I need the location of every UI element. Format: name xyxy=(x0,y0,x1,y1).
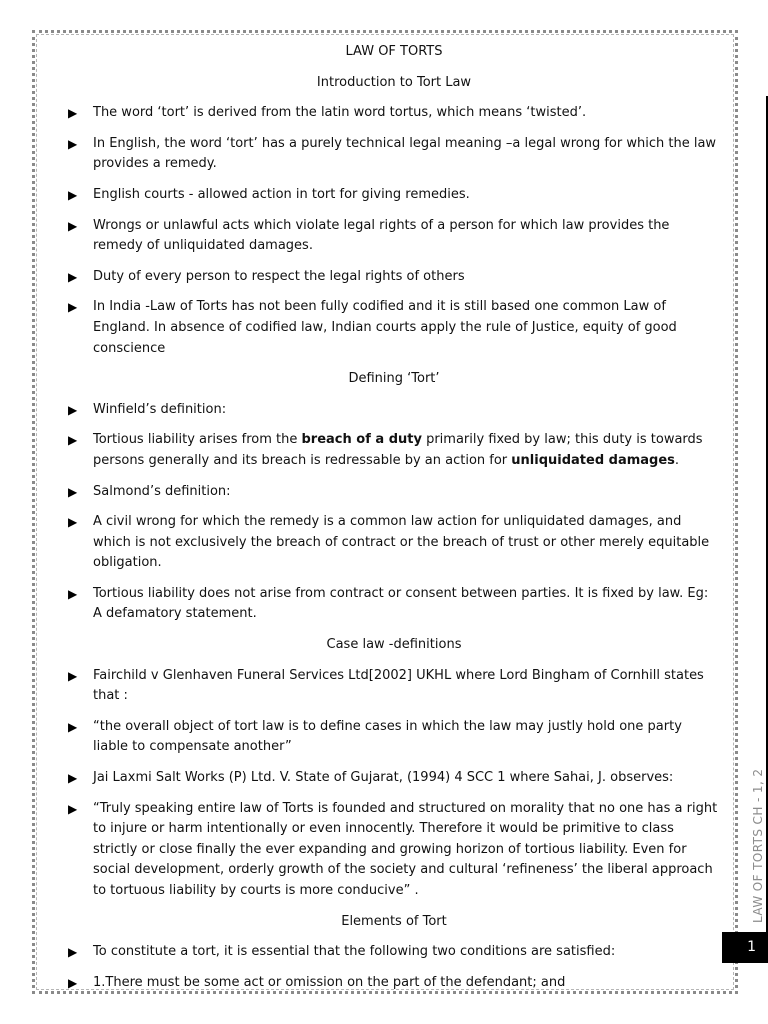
triangle-right-icon: ▶ xyxy=(68,945,78,960)
bullet-text: “the overall object of tort law is to define cases in which the law may justly hold one party liable to compensate another” xyxy=(93,718,682,755)
triangle-right-icon: ▶ xyxy=(68,668,78,683)
triangle-right-icon: ▶ xyxy=(68,771,78,786)
bullet-text: The word ‘tort’ is derived from the latin word tortus, which means ‘twisted’. xyxy=(93,105,587,121)
bullet-item xyxy=(68,103,720,124)
bullet-text: Jai Laxmi Salt Works (P) Ltd. V. State of Gujarat, (1994) 4 SCC 1 where Sahai, J. observes: xyxy=(93,770,674,786)
bullet-text xyxy=(93,430,720,471)
bullet-item xyxy=(68,973,720,994)
bullet-text: “Truly speaking entire law of Torts is founded and structured on morality that no one has a right to injure or harm intentionally or even innocently. Therefore it would be primitive to class strictly or close finally the ever expanding and growing horizon of tortious liability. Even for social development, orderly growth of the society and cultural ‘refineness’ the liberal approach to tortuous liability by courts is more conducive” . xyxy=(93,800,718,898)
bullet-text: Wrongs or unlawful acts which violate legal rights of a person for which law provides the remedy of unliquidated damages. xyxy=(93,217,670,254)
running-header-label: LAW OF TORTS CH - 1, 2 xyxy=(751,768,765,923)
document-sections xyxy=(68,73,720,994)
bullet-item xyxy=(68,717,720,758)
section-heading: Introduction to Tort Law xyxy=(316,74,472,90)
triangle-right-icon: ▶ xyxy=(68,484,78,499)
bullet-item xyxy=(68,666,720,707)
triangle-right-icon: ▶ xyxy=(68,269,78,284)
page-number-badge: 1 xyxy=(722,932,768,963)
triangle-right-icon: ▶ xyxy=(68,187,78,202)
triangle-right-icon: ▶ xyxy=(68,300,78,315)
document-body xyxy=(68,40,720,1003)
bold-term: breach of a duty xyxy=(301,432,422,448)
triangle-right-icon: ▶ xyxy=(68,515,78,530)
triangle-right-icon: ▶ xyxy=(68,106,78,121)
text-run: Tortious liability arises from the xyxy=(93,432,302,448)
bullet-item xyxy=(68,430,720,471)
bullet-item xyxy=(68,400,720,421)
bullet-item xyxy=(68,768,720,789)
text-run: . xyxy=(674,452,680,468)
triangle-right-icon: ▶ xyxy=(68,218,78,233)
bullet-text: To constitute a tort, it is essential that the following two conditions are satisfied: xyxy=(93,944,616,960)
bullet-text: In India -Law of Torts has not been fully codified and it is still based one common Law of England. In absence of codified law, Indian courts apply the rule of Justice, equity of good conscience xyxy=(93,299,677,356)
triangle-right-icon: ▶ xyxy=(68,136,78,151)
section-heading: Case law -definitions xyxy=(326,637,462,653)
bullet-item xyxy=(68,584,720,625)
bullet-item xyxy=(68,512,720,574)
bullet-text: Salmond’s definition: xyxy=(93,483,231,499)
triangle-right-icon: ▶ xyxy=(68,433,78,448)
bullet-item xyxy=(68,185,720,206)
section-heading: Defining ‘Tort’ xyxy=(348,371,440,387)
bullet-text: Duty of every person to respect the legal rights of others xyxy=(93,268,465,284)
triangle-right-icon: ▶ xyxy=(68,402,78,417)
bullet-text: In English, the word ‘tort’ has a purely technical legal meaning –a legal wrong for which the law provides a remedy. xyxy=(93,135,717,172)
text-run: primarily fixed by law; this duty is towards persons generally and its breach is redressable by an action for xyxy=(93,432,703,468)
bullet-text: Tortious liability does not arise from contract or consent between parties. It is fixed by law. Eg: A defamatory statement. xyxy=(93,585,709,622)
bullet-text: Fairchild v Glenhaven Funeral Services Ltd[2002] UKHL where Lord Bingham of Cornhill states that : xyxy=(93,667,704,704)
bullet-item xyxy=(68,942,720,963)
bullet-text: 1.There must be some act or omission on the part of the defendant; and xyxy=(93,974,566,990)
bullet-item xyxy=(68,482,720,503)
bullet-text: English courts - allowed action in tort for giving remedies. xyxy=(93,186,470,202)
bullet-text: A civil wrong for which the remedy is a common law action for unliquidated damages, and which is not exclusively the breach of contract or the breach of trust or other merely equitable obligation. xyxy=(93,514,710,571)
bullet-text: Winfield’s definition: xyxy=(93,401,227,417)
triangle-right-icon: ▶ xyxy=(68,975,78,990)
bullet-item xyxy=(68,134,720,175)
triangle-right-icon: ▶ xyxy=(68,719,78,734)
bullet-item xyxy=(68,267,720,288)
document-title: LAW OF TORTS xyxy=(345,44,443,59)
bullet-item xyxy=(68,799,720,902)
bullet-item xyxy=(68,297,720,359)
triangle-right-icon: ▶ xyxy=(68,586,78,601)
bold-term: unliquidated damages xyxy=(511,452,675,468)
triangle-right-icon: ▶ xyxy=(68,801,78,816)
section-heading: Elements of Tort xyxy=(341,913,447,929)
bullet-item xyxy=(68,216,720,257)
